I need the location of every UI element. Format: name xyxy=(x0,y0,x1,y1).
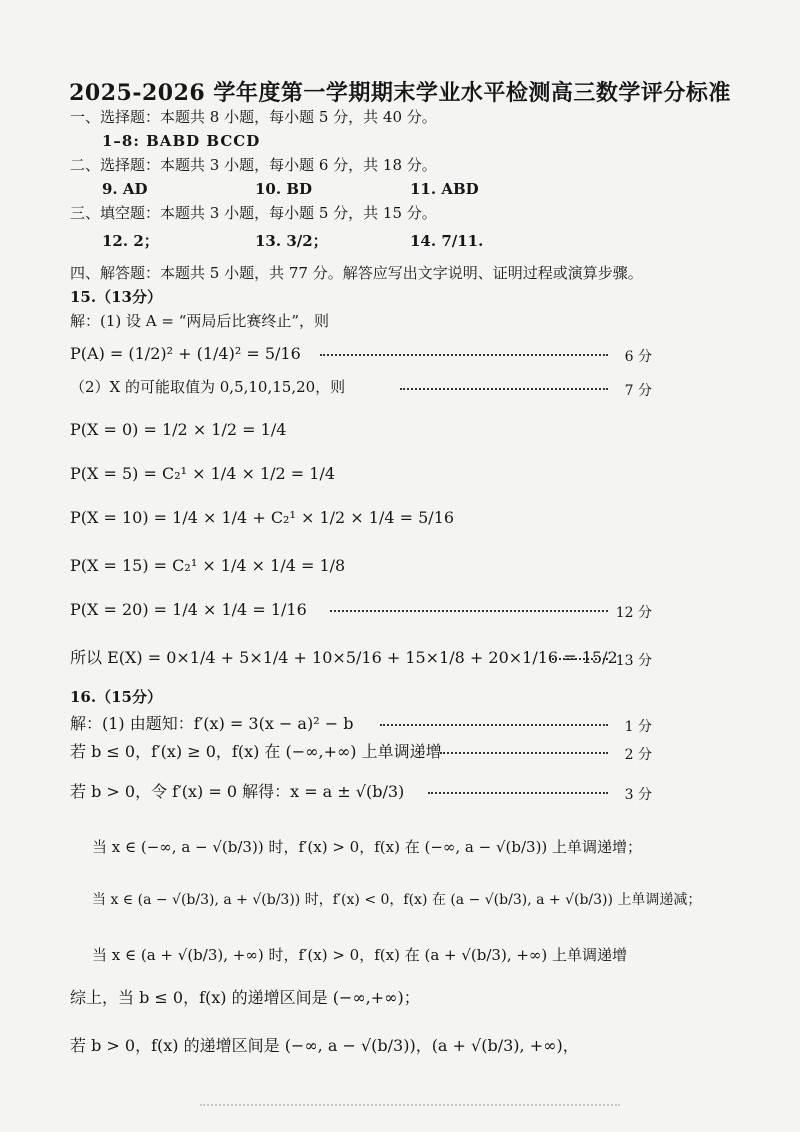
q15-px20: P(X = 20) = 1/4 × 1/4 = 1/16 xyxy=(70,600,307,619)
q16-case-b-nonpositive: 若 b ≤ 0，f′(x) ≥ 0，f(x) 在 (−∞,+∞) 上单调递增 xyxy=(70,742,442,761)
dot-leader xyxy=(320,354,608,356)
section-3-heading: 三、填空题：本题共 3 小题，每小题 5 分，共 15 分。 xyxy=(70,204,437,222)
q16-score-3: 3 分 xyxy=(624,787,652,803)
q16-interval-2: 当 x ∈ (a − √(b/3), a + √(b/3)) 时，f′(x) < 0，f(x) 在 (a − √(b/3), a + √(b/3)) 上单调递减； xyxy=(92,892,702,908)
q16-interval-1: 当 x ∈ (−∞, a − √(b/3)) 时，f′(x) > 0，f(x) 在 (−∞, a − √(b/3)) 上单调递增； xyxy=(92,838,643,856)
dot-leader xyxy=(428,792,608,794)
q16-summary-1: 综上，当 b ≤ 0，f(x) 的递增区间是 (−∞,+∞)； xyxy=(70,988,420,1007)
q16-score-2: 2 分 xyxy=(624,747,652,763)
q16-score-1: 1 分 xyxy=(624,719,652,735)
answer-11: 11. ABD xyxy=(410,180,479,198)
q15-score-6: 6 分 xyxy=(624,349,652,365)
answer-9: 9. AD xyxy=(102,180,148,198)
answers-1-8: 1–8: BABD BCCD xyxy=(102,132,261,150)
q15-part2-intro: （2）X 的可能取值为 0,5,10,15,20，则 xyxy=(70,378,346,396)
answer-10: 10. BD xyxy=(255,180,313,198)
q15-score-7: 7 分 xyxy=(624,383,652,399)
q15-px15: P(X = 15) = C₂¹ × 1/4 × 1/4 = 1/8 xyxy=(70,556,346,575)
dot-leader xyxy=(330,610,608,612)
q16-case-b-positive: 若 b > 0，令 f′(x) = 0 解得：x = a ± √(b/3) xyxy=(70,782,405,801)
q15-px5: P(X = 5) = C₂¹ × 1/4 × 1/2 = 1/4 xyxy=(70,464,336,483)
answer-12: 12. 2； xyxy=(102,232,159,250)
q16-derivative: 解：(1) 由题知：f′(x) = 3(x − a)² − b xyxy=(70,714,354,733)
faint-scan-artifact xyxy=(200,1096,620,1106)
answer-14: 14. 7/11. xyxy=(410,232,484,250)
section-2-heading: 二、选择题：本题共 3 小题，每小题 6 分，共 18 分。 xyxy=(70,156,437,174)
q15-px0: P(X = 0) = 1/2 × 1/2 = 1/4 xyxy=(70,420,287,439)
dot-leader xyxy=(552,658,608,660)
q15-px10: P(X = 10) = 1/4 × 1/4 + C₂¹ × 1/2 × 1/4 = 5/16 xyxy=(70,508,455,527)
q15-part1-intro: 解：(1) 设 A = “两局后比赛终止”，则 xyxy=(70,312,330,330)
q15-score-12: 12 分 xyxy=(615,605,652,621)
section-4-heading: 四、解答题：本题共 5 小题，共 77 分。解答应写出文字说明、证明过程或演算步骤。 xyxy=(70,264,643,282)
q15-p-a: P(A) = (1/2)² + (1/4)² = 5/16 xyxy=(70,344,301,363)
q16-summary-2: 若 b > 0，f(x) 的递增区间是 (−∞, a − √(b/3))，(a + √(b/3), +∞)， xyxy=(70,1036,579,1055)
section-1-heading: 一、选择题：本题共 8 小题，每小题 5 分，共 40 分。 xyxy=(70,108,437,126)
dot-leader xyxy=(380,724,608,726)
q16-interval-3: 当 x ∈ (a + √(b/3), +∞) 时，f′(x) > 0，f(x) 在 (a + √(b/3), +∞) 上单调递增 xyxy=(92,946,628,964)
q16-heading: 16.（15分） xyxy=(70,688,162,706)
dot-leader xyxy=(440,752,608,754)
q15-expectation: 所以 E(X) = 0×1/4 + 5×1/4 + 10×5/16 + 15×1/8 + 20×1/16 = 15/2 xyxy=(70,648,618,667)
answer-13: 13. 3/2； xyxy=(255,232,328,250)
page-title: 2025-2026 学年度第一学期期末学业水平检测高三数学评分标准 xyxy=(69,80,731,106)
q15-heading: 15.（13分） xyxy=(70,288,162,306)
dot-leader xyxy=(400,388,608,390)
q15-score-13: 13 分 xyxy=(615,653,652,669)
